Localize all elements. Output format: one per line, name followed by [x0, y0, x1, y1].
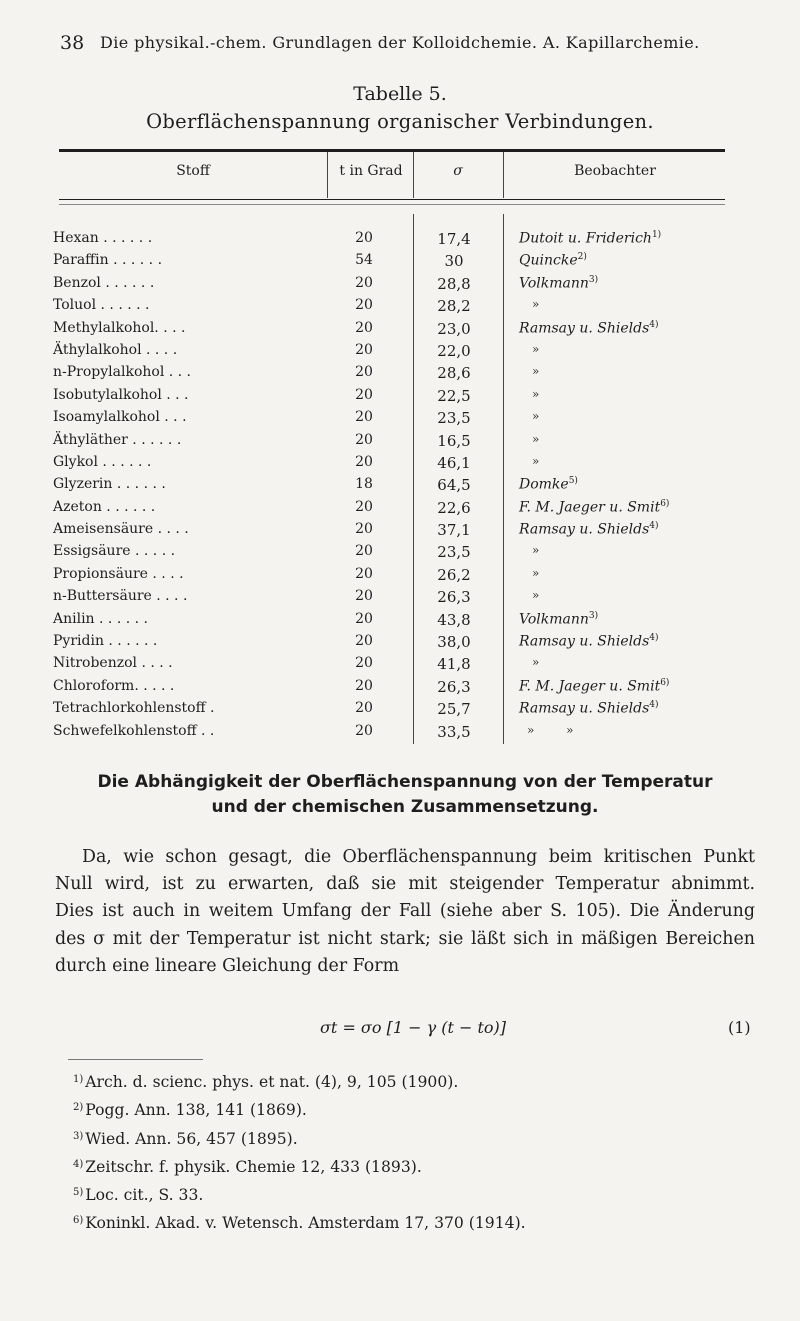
ditto-mark: » [532, 431, 540, 446]
footnote-ref: 6) [660, 498, 670, 509]
header-observer: Beobachter [574, 163, 656, 179]
cell-stoff: Hexan . . . . . . [53, 230, 153, 246]
cell-observer [519, 499, 669, 516]
section-heading [55, 770, 755, 820]
cell-sigma: 16,5 [437, 431, 471, 450]
cell-sigma: 37,1 [437, 521, 471, 540]
ditto-mark: » [532, 543, 540, 558]
cell-temperature: 20 [355, 230, 373, 246]
cell-observer [519, 320, 659, 337]
footnote-ref: 3) [588, 274, 599, 285]
cell-stoff: Azeton . . . . . . [53, 498, 156, 515]
table-header-rule-2 [59, 204, 725, 205]
ditto-mark: » [532, 409, 540, 424]
cell-sigma: 28,6 [437, 364, 471, 383]
cell-stoff: Anilin . . . . . . [53, 610, 148, 627]
footnote [73, 1180, 753, 1208]
table-row [0, 700, 800, 722]
footnote-mark: 2) [73, 1102, 84, 1114]
cell-observer [519, 521, 659, 538]
ditto-mark: » [532, 386, 540, 401]
table-row [0, 678, 800, 700]
cell-temperature: 20 [355, 409, 373, 426]
cell-sigma: 22,0 [437, 341, 471, 360]
footnote-mark: 5) [73, 1187, 84, 1199]
cell-sigma: 23,5 [437, 543, 471, 562]
cell-stoff: Äthyläther . . . . . . [53, 431, 182, 448]
observer-name: F. M. Jaeger u. Smit [519, 678, 661, 695]
footnotes [73, 1067, 753, 1237]
table-row [0, 499, 800, 521]
header-sigma: σ [453, 163, 463, 179]
table-row [0, 297, 800, 319]
table-row [0, 454, 800, 476]
footnote-ref: 2) [577, 252, 587, 263]
cell-temperature: 20 [355, 677, 373, 694]
footnote-mark: 4) [73, 1158, 84, 1170]
ditto-mark: » [532, 341, 540, 356]
cell-temperature: 20 [355, 297, 373, 314]
cell-stoff: n-Propylalkohol . . . [53, 364, 191, 381]
cell-temperature: 20 [355, 386, 373, 403]
table-top-rule [59, 149, 725, 152]
cell-sigma: 23,0 [437, 319, 471, 338]
cell-temperature: 20 [355, 610, 373, 627]
cell-stoff: Isobutylalkohol . . . [53, 386, 189, 403]
footnote [73, 1124, 753, 1152]
cell-stoff: n-Buttersäure . . . . [53, 588, 188, 605]
table-row [0, 230, 800, 252]
cell-sigma: 26,2 [437, 565, 471, 584]
cell-sigma: 33,5 [437, 722, 471, 741]
table-row [0, 342, 800, 364]
table-row [0, 432, 800, 454]
column-divider [327, 152, 328, 198]
cell-stoff: Glykol . . . . . . [53, 453, 152, 470]
cell-stoff: Methylalkohol. . . . [53, 319, 186, 336]
cell-temperature: 20 [355, 521, 373, 538]
cell-temperature: 20 [355, 498, 373, 515]
paragraph-line: Null wird, ist zu erwarten, daß sie mit steigender Temperatur abnimmt. [55, 874, 755, 895]
running-head [60, 32, 750, 54]
cell-temperature: 20 [355, 341, 373, 358]
footnote-text: Koninkl. Akad. v. Wetensch. Amsterdam 17, 370 (1914). [85, 1214, 526, 1233]
cell-sigma: 22,6 [437, 498, 471, 517]
column-divider [503, 152, 504, 198]
observer-name: Volkmann [519, 275, 589, 292]
cell-sigma: 43,8 [437, 610, 471, 629]
cell-temperature: 20 [355, 543, 373, 560]
cell-sigma: 26,3 [437, 588, 471, 607]
header-temperature: t in Grad [339, 163, 403, 179]
table-row [0, 588, 800, 610]
cell-sigma: 64,5 [437, 476, 471, 495]
observer-name: Volkmann [519, 611, 589, 628]
equation: σt = σo [1 − γ (t − to)] [320, 1018, 507, 1037]
cell-observer [519, 252, 587, 269]
footnote-ref: 4) [649, 521, 659, 532]
cell-temperature: 20 [355, 655, 373, 672]
cell-observer [519, 700, 659, 717]
cell-sigma: 28,2 [437, 297, 471, 316]
footnote-ref: 3) [588, 610, 599, 621]
footnote-mark: 6) [73, 1215, 84, 1227]
footnote-text: Loc. cit., S. 33. [85, 1186, 204, 1205]
table-row [0, 476, 800, 498]
cell-stoff: Propionsäure . . . . [53, 565, 184, 582]
ditto-mark: » [532, 588, 540, 603]
footnote [73, 1208, 753, 1236]
observer-name: Quincke [519, 253, 578, 270]
cell-observer [519, 611, 598, 628]
column-divider [413, 152, 414, 198]
cell-sigma: 28,8 [437, 274, 471, 293]
cell-temperature: 20 [355, 588, 373, 605]
footnote-ref: 1) [651, 230, 662, 240]
table-row [0, 252, 800, 274]
footnote-mark: 3) [73, 1130, 84, 1142]
table-row [0, 543, 800, 565]
running-title: Die physikal.-chem. Grundlagen der Kolloidchemie. A. Kapillarchemie. [100, 33, 700, 52]
cell-sigma: 17,4 [437, 230, 471, 248]
cell-stoff: Ameisensäure . . . . [53, 521, 189, 538]
cell-stoff: Benzol . . . . . . [53, 274, 155, 291]
table-row [0, 633, 800, 655]
section-heading-line: und der chemischen Zusammensetzung. [211, 797, 599, 817]
table-row [0, 521, 800, 543]
observer-name: Dutoit u. Friderich [519, 230, 652, 247]
footnote [73, 1095, 753, 1123]
footnote-text: Wied. Ann. 56, 457 (1895). [85, 1129, 298, 1148]
table-row [0, 275, 800, 297]
cell-temperature: 20 [355, 453, 373, 470]
ditto-mark: » [532, 655, 540, 670]
observer-name: F. M. Jaeger u. Smit [519, 499, 661, 516]
cell-stoff: Glyzerin . . . . . . [53, 476, 166, 493]
cell-sigma: 30 [444, 252, 464, 271]
paragraph-line: Dies ist auch in weitem Umfang der Fall (siehe aber S. 105). Die Änderung [55, 901, 755, 922]
cell-temperature: 20 [355, 633, 373, 650]
table-row [0, 655, 800, 677]
cell-temperature: 20 [355, 319, 373, 336]
cell-temperature: 20 [355, 431, 373, 448]
cell-stoff: Pyridin . . . . . . [53, 633, 158, 650]
table-row [0, 364, 800, 386]
footnote-text: Pogg. Ann. 138, 141 (1869). [85, 1101, 307, 1120]
cell-temperature: 20 [355, 565, 373, 582]
table-row [0, 566, 800, 588]
table-row [0, 387, 800, 409]
footnote-mark: 1) [73, 1074, 84, 1085]
cell-observer [519, 678, 669, 695]
table-row [0, 320, 800, 342]
footnote-ref: 4) [649, 633, 659, 644]
observer-name: Ramsay u. Shields [519, 633, 650, 650]
cell-temperature: 20 [355, 364, 373, 381]
paragraph-line: des σ mit der Temperatur ist nicht stark; sie läßt sich in mäßigen Bereichen [55, 928, 755, 949]
cell-observer [519, 476, 578, 493]
body-paragraph [55, 844, 755, 980]
header-stoff: Stoff [176, 163, 210, 179]
paragraph-line: durch eine lineare Gleichung der Form [55, 955, 400, 976]
footnote-text: Arch. d. scienc. phys. et nat. (4), 9, 105 (1900). [85, 1073, 459, 1091]
cell-observer [519, 275, 598, 292]
ditto-mark: » » [527, 722, 574, 737]
cell-stoff: Nitrobenzol . . . . [53, 655, 173, 672]
cell-observer [519, 633, 659, 650]
table-number: Tabelle 5. [353, 83, 447, 105]
cell-sigma: 26,3 [437, 677, 471, 696]
cell-temperature: 18 [355, 476, 373, 493]
cell-temperature: 54 [355, 252, 373, 269]
observer-name: Ramsay u. Shields [519, 320, 650, 337]
cell-sigma: 46,1 [437, 453, 471, 472]
table-body [0, 230, 800, 745]
cell-stoff: Isoamylalkohol . . . [53, 409, 187, 426]
cell-sigma: 23,5 [437, 409, 471, 428]
paragraph-line: Da, wie schon gesagt, die Oberflächenspannung beim kritischen Punkt [82, 847, 755, 867]
equation-number: (1) [728, 1018, 751, 1037]
cell-temperature: 20 [355, 700, 373, 717]
ditto-mark: » [532, 565, 540, 580]
cell-temperature: 20 [355, 274, 373, 291]
cell-sigma: 25,7 [437, 700, 471, 719]
footnote [73, 1067, 753, 1095]
footnote-ref: 5) [568, 476, 578, 487]
observer-name: Ramsay u. Shields [519, 521, 650, 538]
footnote-ref: 4) [649, 319, 659, 330]
cell-observer [519, 230, 661, 247]
table-caption: Oberflächenspannung organischer Verbindungen. [146, 110, 654, 133]
cell-stoff: Paraffin . . . . . . [53, 252, 163, 269]
footnote-ref: 6) [660, 677, 670, 688]
cell-stoff: Chloroform. . . . . [53, 677, 175, 694]
observer-name: Ramsay u. Shields [519, 700, 650, 717]
cell-temperature: 20 [355, 722, 373, 739]
table-row [0, 611, 800, 633]
cell-sigma: 41,8 [437, 655, 471, 674]
ditto-mark: » [532, 364, 540, 379]
ditto-mark: » [532, 453, 540, 468]
ditto-mark: » [532, 297, 540, 312]
table-row [0, 409, 800, 431]
footnote [73, 1152, 753, 1180]
observer-name: Domke [519, 476, 569, 493]
cell-sigma: 22,5 [437, 386, 471, 405]
page-number: 38 [60, 32, 85, 54]
cell-stoff: Äthylalkohol . . . . [53, 341, 178, 358]
footnote-ref: 4) [649, 700, 659, 711]
table-header-rule [59, 199, 725, 200]
footnote-rule [68, 1059, 203, 1060]
cell-stoff: Schwefelkohlenstoff . . [53, 722, 215, 739]
cell-stoff: Toluol . . . . . . [53, 297, 150, 314]
cell-stoff: Tetrachlorkohlenstoff . [53, 700, 215, 717]
footnote-text: Zeitschr. f. physik. Chemie 12, 433 (1893). [85, 1157, 422, 1176]
table-row [0, 723, 800, 745]
cell-stoff: Essigsäure . . . . . [53, 543, 176, 560]
cell-sigma: 38,0 [437, 633, 471, 652]
section-heading-line: Die Abhängigkeit der Oberflächenspannung von der Temperatur [97, 772, 713, 792]
